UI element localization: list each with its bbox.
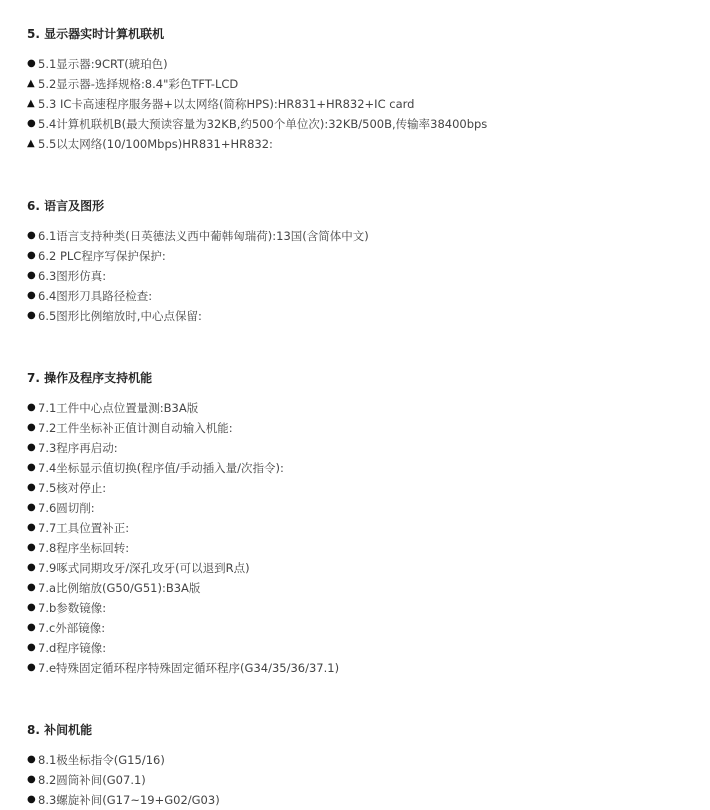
- item-text: 6.1语言支持种类(日英德法义西中葡韩匈瑞荷):13国(含简体中文): [38, 229, 369, 243]
- list-item: [27, 226, 697, 246]
- item-text: 7.b参数镜像:: [38, 601, 107, 615]
- item-text: 5.1显示器:9CRT(琥珀色): [38, 57, 168, 71]
- bullet-marker: ●: [27, 442, 36, 453]
- spec-list: [27, 226, 697, 326]
- item-text: 7.1工件中心点位置量测:B3A版: [38, 401, 199, 415]
- list-item: [27, 538, 697, 558]
- section-display: [27, 24, 697, 154]
- spec-list: [27, 750, 697, 810]
- section-title: 8. 补间机能: [27, 723, 93, 737]
- list-item: [27, 638, 697, 658]
- item-text: 8.3螺旋补间(G17~19+G02/G03): [38, 793, 220, 807]
- item-text: 7.3程序再启动:: [38, 441, 118, 455]
- item-text: 5.2显示器-选择规格:8.4"彩色TFT-LCD: [38, 77, 239, 91]
- item-text: 7.9啄式同期攻牙/深孔攻牙(可以退到R点): [38, 561, 250, 575]
- list-item: [27, 658, 697, 678]
- section-title: 6. 语言及图形: [27, 199, 105, 213]
- bullet-marker: ●: [27, 402, 36, 413]
- item-text: 5.5以太网络(10/100Mbps)HR831+HR832:: [38, 137, 273, 151]
- spec-list: [27, 398, 697, 678]
- bullet-marker: ●: [27, 794, 36, 805]
- list-item: [27, 54, 697, 74]
- item-text: 6.3图形仿真:: [38, 269, 107, 283]
- bullet-marker: ●: [27, 270, 36, 281]
- section-title: 7. 操作及程序支持机能: [27, 371, 153, 385]
- bullet-marker: ●: [27, 58, 36, 69]
- list-item: [27, 618, 697, 638]
- section-interpolation: [27, 720, 697, 810]
- bullet-marker: ●: [27, 622, 36, 633]
- option-marker: ▲: [27, 138, 35, 149]
- item-text: 6.5图形比例缩放时,中心点保留:: [38, 309, 202, 323]
- list-item: [27, 558, 697, 578]
- option-marker: ▲: [27, 78, 35, 89]
- bullet-marker: ●: [27, 482, 36, 493]
- bullet-marker: ●: [27, 422, 36, 433]
- list-item: [27, 598, 697, 618]
- item-text: 7.5核对停止:: [38, 481, 107, 495]
- item-text: 6.4图形刀具路径检查:: [38, 289, 153, 303]
- item-text: 7.6圆切削:: [38, 501, 95, 515]
- item-text: 7.d程序镜像:: [38, 641, 107, 655]
- spec-document: [27, 24, 697, 810]
- bullet-marker: ●: [27, 774, 36, 785]
- list-item: [27, 286, 697, 306]
- bullet-marker: ●: [27, 118, 36, 129]
- bullet-marker: ●: [27, 562, 36, 573]
- list-item: [27, 518, 697, 538]
- list-item: [27, 770, 697, 790]
- bullet-marker: ●: [27, 662, 36, 673]
- list-item: [27, 478, 697, 498]
- spec-list: [27, 54, 697, 154]
- list-item: [27, 790, 697, 810]
- bullet-marker: ●: [27, 582, 36, 593]
- list-item: [27, 266, 697, 286]
- list-item: [27, 94, 697, 114]
- bullet-marker: ●: [27, 502, 36, 513]
- list-item: [27, 246, 697, 266]
- bullet-marker: ●: [27, 754, 36, 765]
- list-item: [27, 114, 697, 134]
- item-text: 8.2圆筒补间(G07.1): [38, 773, 146, 787]
- item-text: 7.c外部镜像:: [38, 621, 106, 635]
- bullet-marker: ●: [27, 310, 36, 321]
- list-item: [27, 74, 697, 94]
- item-text: 7.2工件坐标补正值计测自动输入机能:: [38, 421, 233, 435]
- item-text: 5.3 IC卡高速程序服务器+以太网络(简称HPS):HR831+HR832+IC card: [38, 97, 415, 111]
- list-item: [27, 418, 697, 438]
- list-item: [27, 438, 697, 458]
- item-text: 8.1极坐标指令(G15/16): [38, 753, 165, 767]
- list-item: [27, 498, 697, 518]
- bullet-marker: ●: [27, 290, 36, 301]
- bullet-marker: ●: [27, 230, 36, 241]
- list-item: [27, 306, 697, 326]
- bullet-marker: ●: [27, 542, 36, 553]
- item-text: 7.e特殊固定循环程序特殊固定循环程序(G34/35/36/37.1): [38, 661, 340, 675]
- bullet-marker: ●: [27, 250, 36, 261]
- item-text: 7.4坐标显示值切换(程序值/手动插入量/次指令):: [38, 461, 284, 475]
- bullet-marker: ●: [27, 602, 36, 613]
- list-item: [27, 398, 697, 418]
- list-item: [27, 750, 697, 770]
- item-text: 6.2 PLC程序写保护保护:: [38, 249, 166, 263]
- list-item: [27, 458, 697, 478]
- section-operation-program: [27, 368, 697, 678]
- item-text: 7.8程序坐标回转:: [38, 541, 130, 555]
- bullet-marker: ●: [27, 522, 36, 533]
- list-item: [27, 134, 697, 154]
- bullet-marker: ●: [27, 462, 36, 473]
- section-language-graphics: [27, 196, 697, 326]
- item-text: 5.4计算机联机B(最大预读容量为32KB,约500个单位次):32KB/500B,传输率38400bps: [38, 117, 488, 131]
- list-item: [27, 578, 697, 598]
- section-title: 5. 显示器实时计算机联机: [27, 27, 165, 41]
- item-text: 7.7工具位置补正:: [38, 521, 130, 535]
- bullet-marker: ●: [27, 642, 36, 653]
- item-text: 7.a比例缩放(G50/G51):B3A版: [38, 581, 201, 595]
- option-marker: ▲: [27, 98, 35, 109]
